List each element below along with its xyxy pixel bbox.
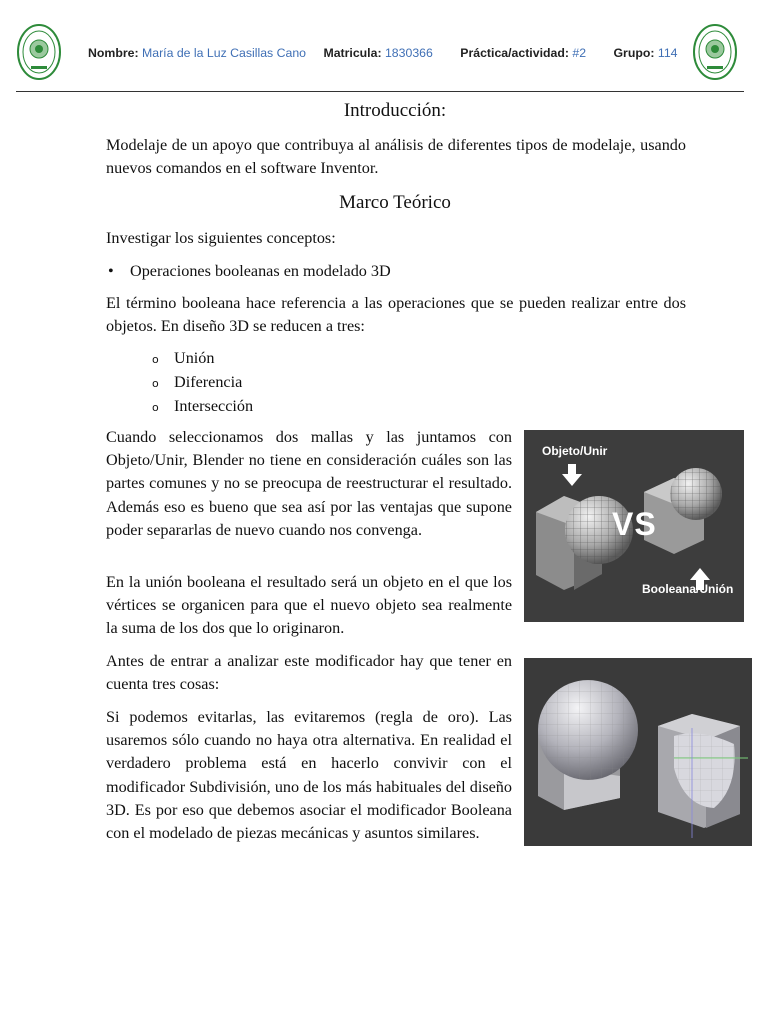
university-seal-logo-right xyxy=(692,22,738,82)
boolean-difference-image xyxy=(524,658,752,846)
header-divider xyxy=(16,91,744,92)
matricula-label: Matricula: xyxy=(323,46,382,60)
investigar-text: Investigar los siguientes conceptos: xyxy=(106,229,336,247)
matricula-value: 1830366 xyxy=(384,46,433,60)
circle-bullet-icon: o xyxy=(152,353,159,366)
intro-text: Modelaje de un apoyo que contribuya al análisis de diferentes tipos de modelaje, usando nuevos comandos en el software Inventor. xyxy=(106,136,686,178)
union-text: En la unión booleana el resultado será un objeto en el que los vértices se organicen para que el nuevo objeto sea realmente la suma de los dos que lo originaron. xyxy=(106,573,512,638)
si-text: Si podemos evitarlas, las evitaremos (regla de oro). Las usaremos sólo cuando no haya otra alternativa. En realidad el verdadero problema está en hacerlo convivir con el modificador Subdivisión, uno de los más habituales del diseño 3D. Es por eso que debemos asociar el modificador Booleana con el modelado de piezas mecánicas y asuntos similares. xyxy=(106,708,512,843)
nombre-value: María de la Luz Casillas Cano xyxy=(141,46,307,60)
definicion-text: El término booleana hace referencia a las operaciones que se pueden realizar entre dos objetos. En diseño 3D se reducen a tres: xyxy=(106,294,686,336)
bullet-text: Operaciones booleanas en modelado 3D xyxy=(130,262,391,280)
intro-title: Introducción: xyxy=(343,100,447,121)
circle-bullet-icon: o xyxy=(152,377,159,391)
list-item: o Diferencia xyxy=(152,371,253,395)
operaciones-list xyxy=(152,347,253,420)
practica-value: #2 xyxy=(572,46,587,60)
grupo-value: 114 xyxy=(657,46,678,60)
university-seal-logo xyxy=(16,22,62,82)
header-fields xyxy=(88,46,692,60)
practica-label: Práctica/actividad: xyxy=(460,46,569,60)
grupo-label: Grupo: xyxy=(613,46,655,60)
circle-bullet-icon: o xyxy=(152,401,159,415)
boolean-comparison-image xyxy=(524,430,744,622)
marco-title: Marco Teórico xyxy=(339,192,451,213)
page-header xyxy=(0,0,768,92)
cuando-text: Cuando seleccionamos dos mallas y las juntamos con Objeto/Unir, Blender no tiene en consideración cuáles son las partes comunes y no se preocupa de reestructurar el resultado. Además eso es bueno que sea así por las ventajas que supone poder separarlas de nuevo cuando nos convenga. xyxy=(106,428,512,539)
booleana-union-label: Booleana/Unión xyxy=(642,582,734,596)
list-item: o Unión xyxy=(152,347,253,371)
vs-label: VS xyxy=(612,506,657,542)
objeto-unir-label: Objeto/Unir xyxy=(542,444,608,458)
list-item: o Intersección xyxy=(152,395,253,419)
nombre-label: Nombre: xyxy=(88,46,139,60)
bullet-icon: • xyxy=(108,262,114,280)
bullet-item xyxy=(108,260,391,283)
antes-text: Antes de entrar a analizar este modificador hay que tener en cuenta tres cosas: xyxy=(106,652,512,694)
